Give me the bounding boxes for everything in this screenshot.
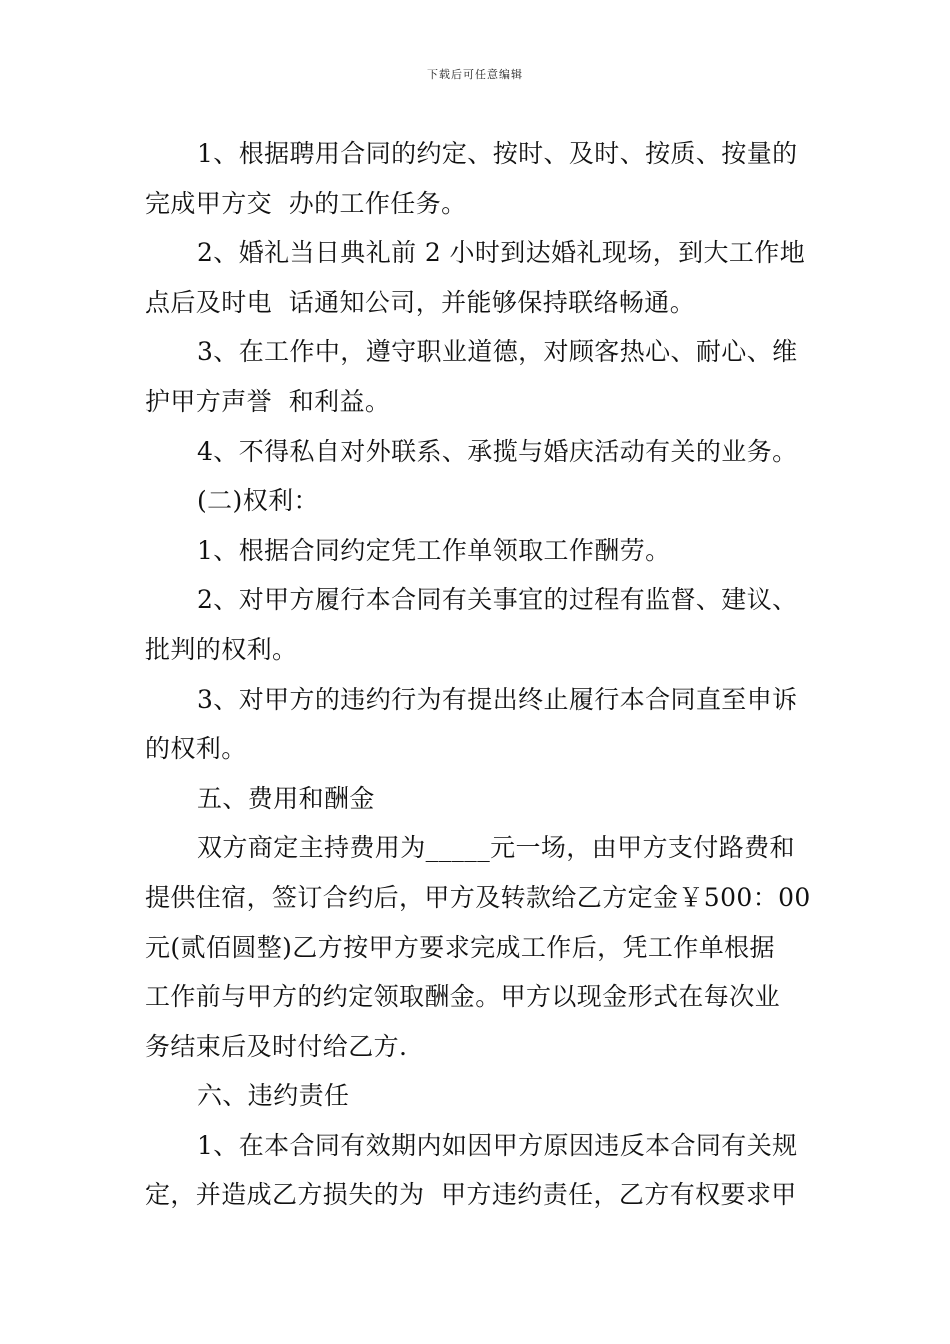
document-body [145, 129, 810, 1220]
text-line: 1、根据合同约定凭工作单领取工作酬劳。 [197, 535, 671, 565]
text-line: 点后及时电 话通知公司，并能够保持联络畅通。 [145, 287, 696, 317]
section-heading: (二)权利： [197, 486, 319, 516]
section-heading: 六、违约责任 [197, 1081, 350, 1111]
page-header: 下载后可任意编辑 [427, 68, 523, 81]
text-line: 2、对甲方履行本合同有关事宜的过程有监督、建议、 [197, 585, 798, 615]
text-line: 3、对甲方的违约行为有提出终止履行本合同直至申诉 [197, 684, 798, 714]
text-line: 3、在工作中，遵守职业道德，对顾客热心、耐心、维 [197, 337, 798, 367]
section-heading: 五、费用和酬金 [197, 783, 375, 813]
text-line: 批判的权利。 [145, 634, 298, 664]
text-line: 定，并造成乙方损失的为 甲方违约责任，乙方有权要求甲 [145, 1180, 797, 1210]
text-line: 2、婚礼当日典礼前 2 小时到达婚礼现场，到大工作地 [197, 238, 806, 268]
text-line: 双方商定主持费用为_____元一场，由甲方支付路费和 [197, 833, 795, 863]
text-line: 1、根据聘用合同的约定、按时、及时、按质、按量的 [197, 139, 798, 168]
text-line: 元(贰佰圆整)乙方按甲方要求完成工作后，凭工作单根据 [145, 932, 775, 962]
text-line: 的权利。 [145, 734, 247, 764]
text-line: 完成甲方交 办的工作任务。 [145, 188, 467, 218]
text-line: 4、不得私自对外联系、承揽与婚庆活动有关的业务。 [197, 436, 798, 466]
text-line: 务结束后及时付给乙方. [145, 1031, 408, 1061]
text-line: 护甲方声誉 和利益。 [145, 386, 391, 416]
text-line: 1、在本合同有效期内如因甲方原因违反本合同有关规 [197, 1130, 798, 1160]
text-line: 工作前与甲方的约定领取酬金。甲方以现金形式在每次业 [145, 982, 781, 1012]
text-line: 提供住宿，签订合约后，甲方及转款给乙方定金￥500：00 [145, 882, 811, 912]
